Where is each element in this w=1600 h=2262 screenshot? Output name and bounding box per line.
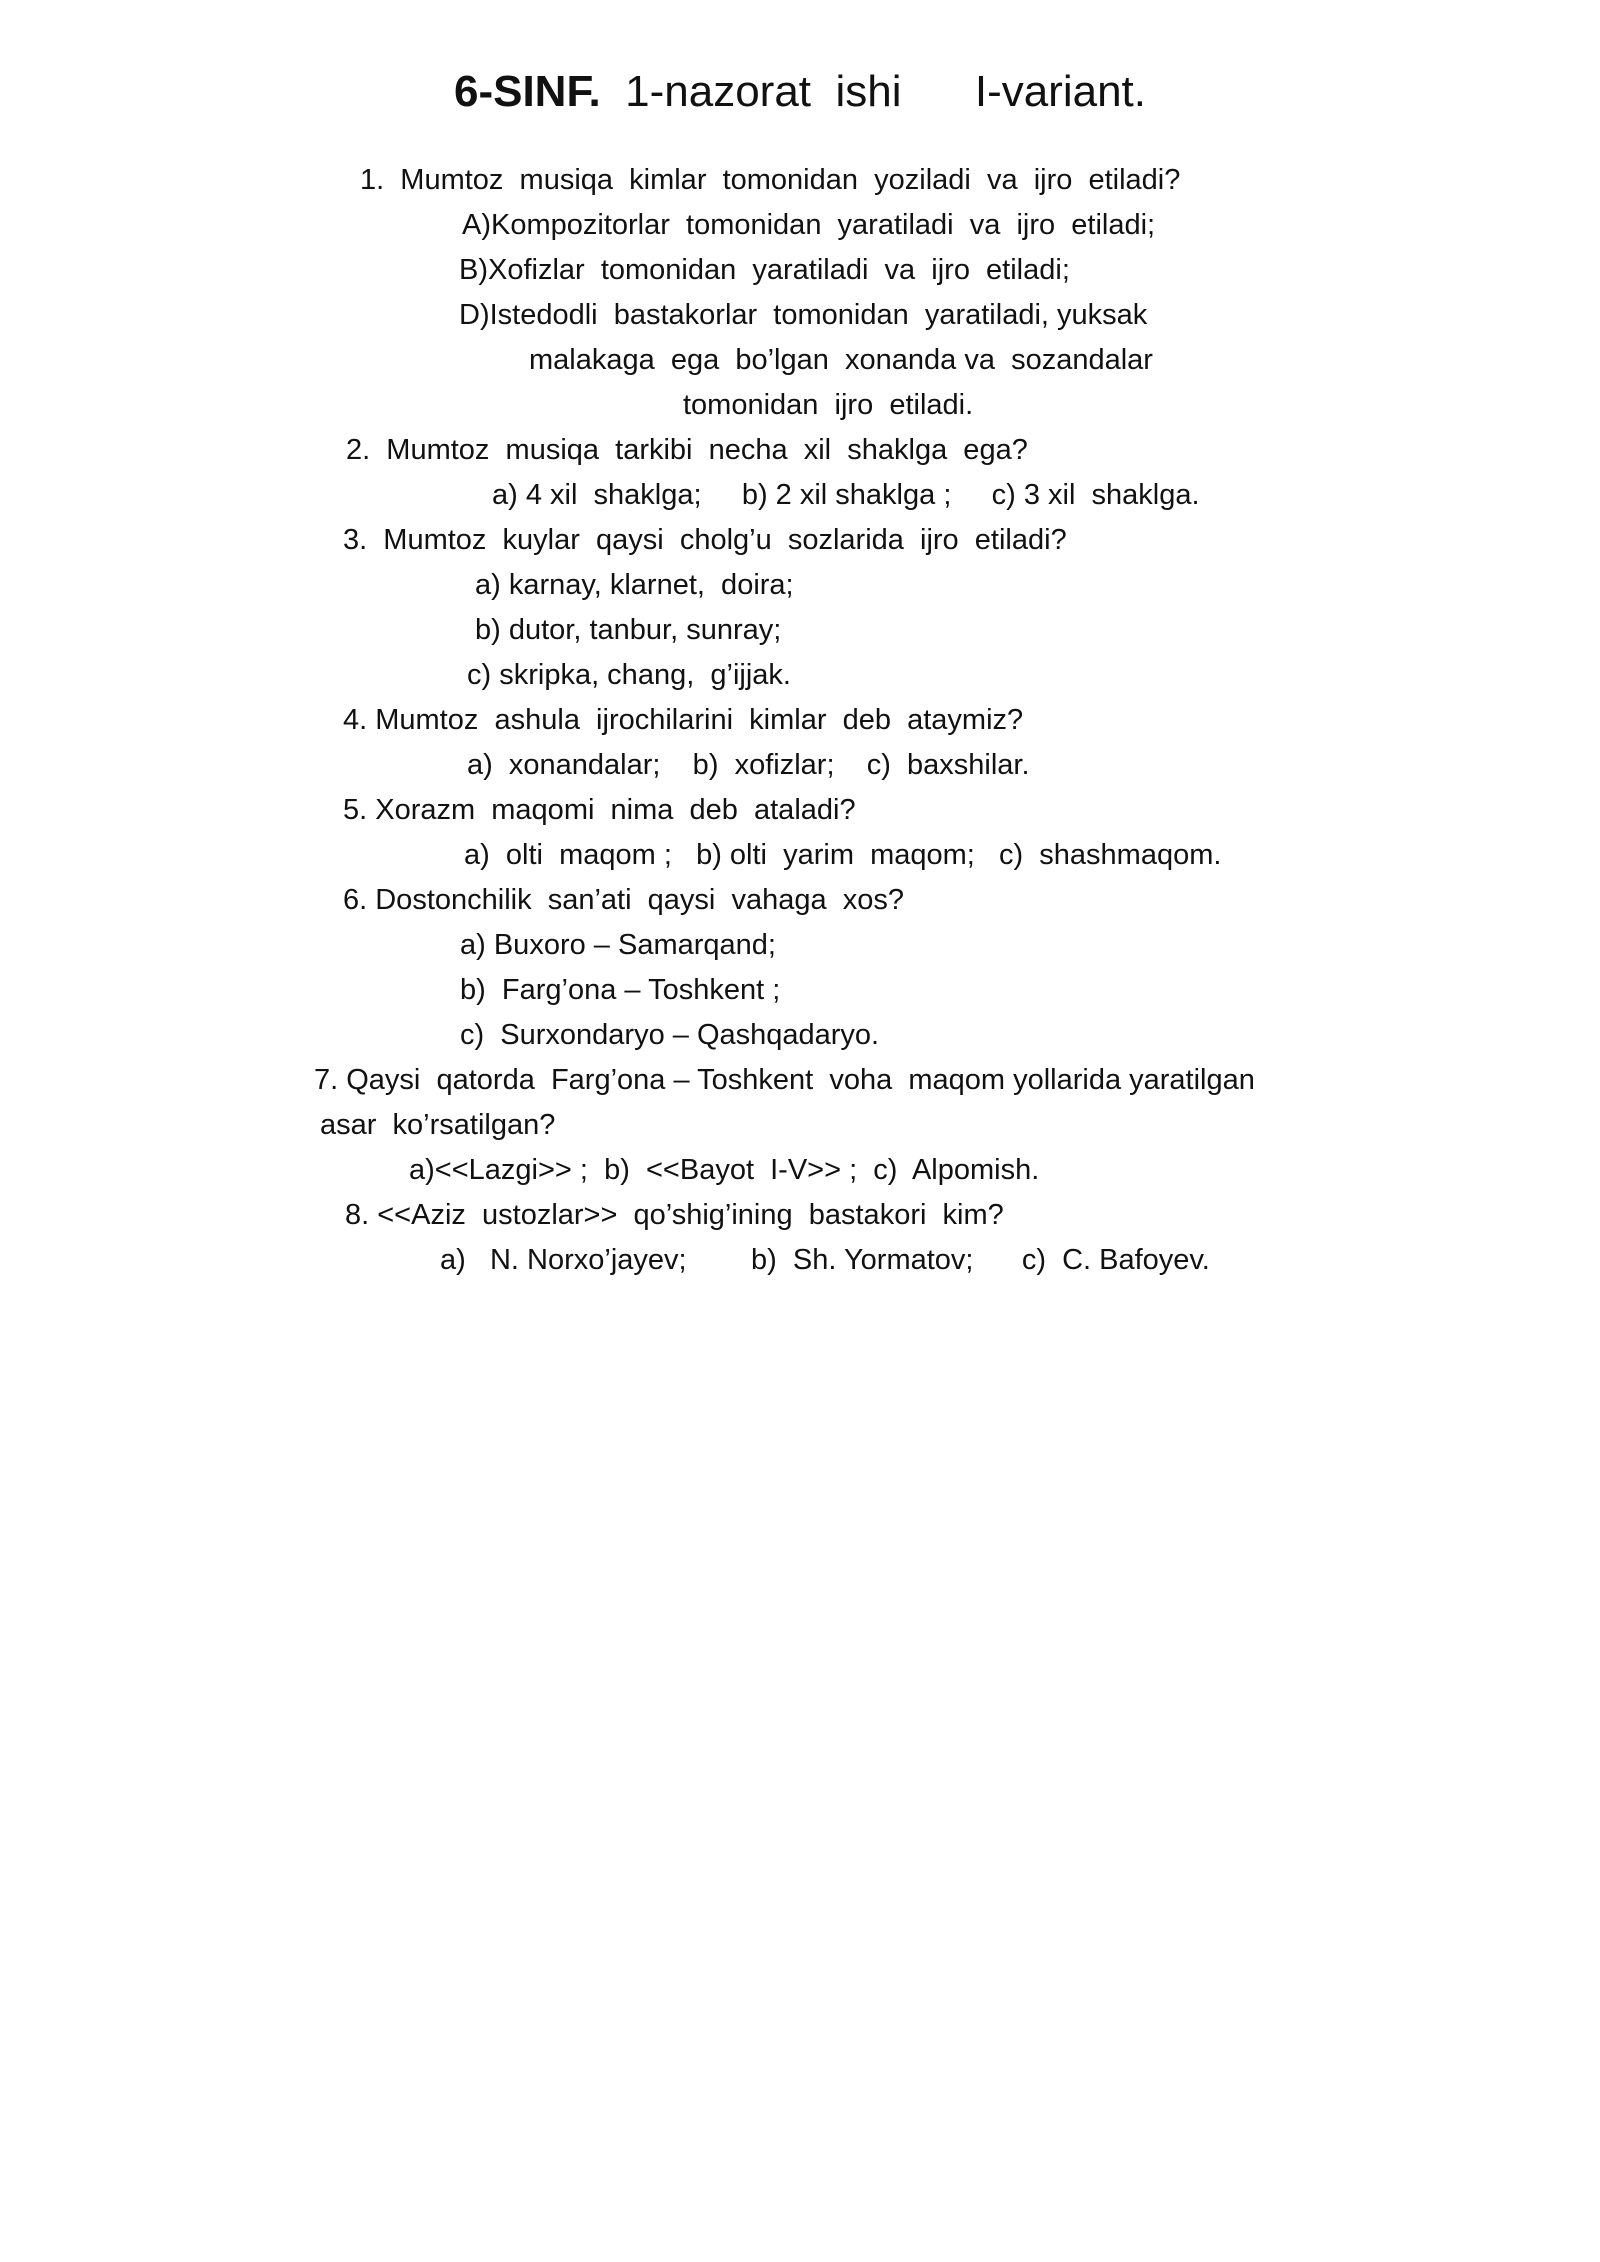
question-7-text-cont: asar ko’rsatilgan? xyxy=(320,1109,556,1141)
question-8-text: 8. <<Aziz ustozlar>> qo’shig’ining bastakori kim? xyxy=(345,1199,1004,1231)
question-3-text: 3. Mumtoz kuylar qaysi cholg’u sozlarida ijro etiladi? xyxy=(343,524,1067,556)
question-3-option-b: b) dutor, tanbur, sunray; xyxy=(475,614,782,646)
question-1-option-b: B)Xofizlar tomonidan yaratiladi va ijro etiladi; xyxy=(459,254,1070,286)
question-7-options: a)<<Lazgi>> ; b) <<Bayot I-V>> ; c) Alpomish. xyxy=(409,1154,1040,1186)
question-1-option-a: A)Kompozitorlar tomonidan yaratiladi va ijro etiladi; xyxy=(462,209,1156,241)
question-4-text: 4. Mumtoz ashula ijrochilarini kimlar deb ataymiz? xyxy=(343,704,1024,736)
question-7-text: 7. Qaysi qatorda Farg’ona – Toshkent voha maqom yollarida yaratilgan xyxy=(314,1064,1255,1096)
question-2-text: 2. Mumtoz musiqa tarkibi necha xil shaklga ega? xyxy=(346,434,1028,466)
question-4-options: a) xonandalar; b) xofizlar; c) baxshilar. xyxy=(467,749,1030,781)
question-1-option-d-cont-2: tomonidan ijro etiladi. xyxy=(683,389,974,421)
question-6-option-c: c) Surxondaryo – Qashqadaryo. xyxy=(460,1019,880,1051)
question-8-options: a) N. Norxo’jayev; b) Sh. Yormatov; c) C. Bafoyev. xyxy=(440,1244,1210,1276)
title-test-label: 1-nazorat ishi I-variant. xyxy=(600,67,1147,116)
title-class-label: 6-SINF. xyxy=(453,67,601,116)
question-2-options: a) 4 xil shaklga; b) 2 xil shaklga ; c) 3 xil shaklga. xyxy=(492,479,1200,511)
question-1-option-d: D)Istedodli bastakorlar tomonidan yaratiladi, yuksak xyxy=(459,299,1148,331)
question-6-option-b: b) Farg’ona – Toshkent ; xyxy=(460,974,781,1006)
question-5-text: 5. Xorazm maqomi nima deb ataladi? xyxy=(343,794,856,826)
question-6-text: 6. Dostonchilik san’ati qaysi vahaga xos? xyxy=(343,884,904,916)
question-3-option-c: c) skripka, chang, g’ijjak. xyxy=(467,659,791,691)
question-5-options: a) olti maqom ; b) olti yarim maqom; c) shashmaqom. xyxy=(464,839,1222,871)
question-1-option-d-cont-1: malakaga ega bo’lgan xonanda va sozandalar xyxy=(529,344,1153,376)
question-1-text: 1. Mumtoz musiqa kimlar tomonidan yoziladi va ijro etiladi? xyxy=(360,164,1181,196)
question-3-option-a: a) karnay, klarnet, doira; xyxy=(475,569,794,601)
page-title xyxy=(0,62,1600,122)
question-6-option-a: a) Buxoro – Samarqand; xyxy=(460,929,776,961)
